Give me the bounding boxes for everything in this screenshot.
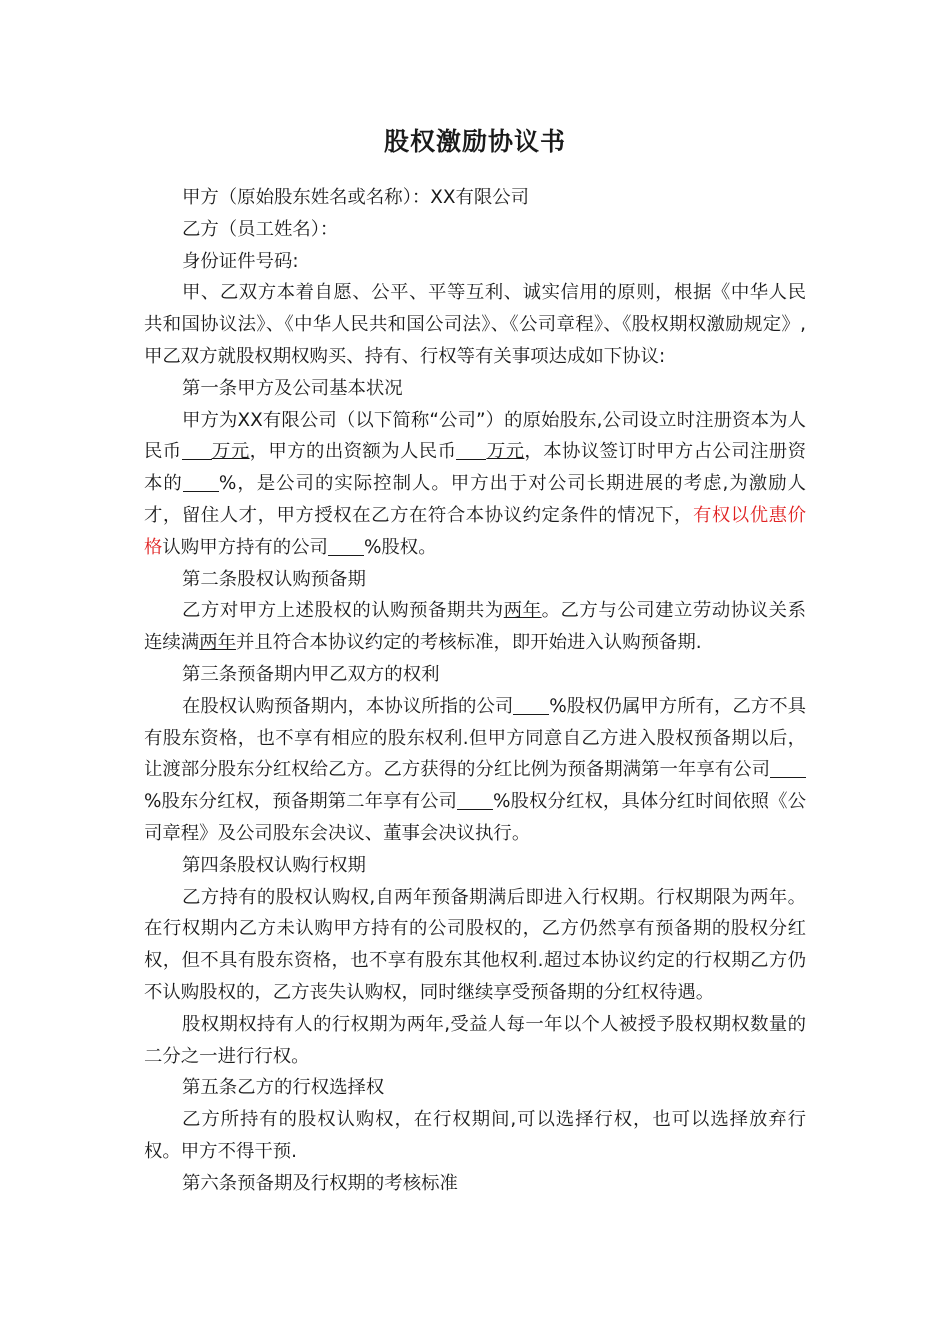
id-number-line: 身份证件号码: xyxy=(182,250,299,272)
fill-blank[interactable] xyxy=(457,789,493,810)
fill-blank[interactable] xyxy=(513,694,549,715)
party-b-line: 乙方（员工姓名）： xyxy=(182,218,339,240)
article-6-heading: 第六条预备期及行权期的考核标准 xyxy=(182,1172,458,1194)
article-1-paragraph: 甲方为XX有限公司（以下简称“公司”）的原始股东,公司设立时注册资本为人民币 万元，甲方的出资额为人民币 万元，本协议签订时甲方占公司注册资本的 %，是公司的实际控制人。甲方出于对公司长期进展的考虑,为激励人才，留住人才，甲方授权在乙方在符合本协议约定条件的情况下，有权以优惠价格认购甲方持有的公司 %股权。 xyxy=(144,409,806,558)
document-body xyxy=(144,182,806,1200)
fill-blank[interactable] xyxy=(770,757,806,778)
preamble-paragraph: 甲、乙双方本着自愿、公平、平等互利、诚实信用的原则，根据《中华人民共和国协议法》、《中华人民共和国公司法》、《公司章程》、《股权期权激励规定》,甲乙双方就股权期权购买、持有、行权等有关事项达成如下协议: xyxy=(144,282,806,367)
article-2-paragraph: 乙方对甲方上述股权的认购预备期共为两年。乙方与公司建立劳动协议关系连续满两年并且符合本协议约定的考核标准，即开始进入认购预备期. xyxy=(144,600,806,654)
document-title: 股权激励协议书 xyxy=(383,127,566,156)
fill-blank[interactable] xyxy=(183,471,219,492)
fill-blank[interactable] xyxy=(456,439,486,460)
article-2-heading: 第二条股权认购预备期 xyxy=(182,568,366,590)
article-4-paragraph-2: 股权期权持有人的行权期为两年,受益人每一年以个人被授予股权期权数量的二分之一进行行权。 xyxy=(144,1013,806,1067)
fill-blank[interactable] xyxy=(182,439,212,460)
article-4-paragraph-1: 乙方持有的股权认购权,自两年预备期满后即进入行权期。行权期限为两年。在行权期内乙方未认购甲方持有的公司股权的，乙方仍然享有预备期的股权分红权，但不具有股东资格，也不享有股东其他权利.超过本协议约定的行权期乙方仍不认购股权的，乙方丧失认购权，同时继续享受预备期的分红权待遇。 xyxy=(144,886,806,1003)
highlighted-text: 有权以优惠价格 xyxy=(144,504,806,558)
fill-blank[interactable] xyxy=(328,535,364,556)
article-5-paragraph: 乙方所持有的股权认购权，在行权期间,可以选择行权，也可以选择放弃行权。甲方不得干预. xyxy=(144,1109,806,1162)
article-5-heading: 第五条乙方的行权选择权 xyxy=(182,1077,385,1099)
party-a-line: 甲方（原始股东姓名或名称）：XX有限公司 xyxy=(182,187,530,208)
article-1-heading: 第一条甲方及公司基本状况 xyxy=(182,377,403,399)
article-4-heading: 第四条股权认购行权期 xyxy=(182,854,366,876)
article-3-heading: 第三条预备期内甲乙双方的权利 xyxy=(182,663,440,685)
article-3-paragraph: 在股权认购预备期内，本协议所指的公司 %股权仍属甲方所有，乙方不具有股东资格，也不享有相应的股东权利.但甲方同意自乙方进入股权预备期以后，让渡部分股东分红权给乙方。乙方获得的分红比例为预备期满第一年享有公司%股东分红权，预备期第二年享有公司 %股权分红权，具体分红时间依照《公司章程》及公司股东会决议、董事会决议执行。 xyxy=(144,695,806,844)
